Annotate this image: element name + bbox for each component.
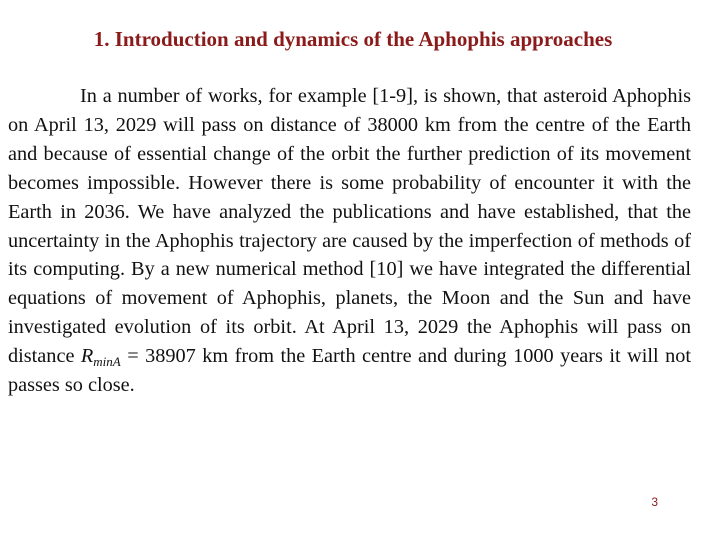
paragraph-text-before: In a number of works, for example [1-9], is shown, that asteroid Aphophis on April 13, 2029 will pass on distance of 38000 km from the centre of the Earth and because of essential change of the orbit the further prediction of its movement becomes impossible. However there is some probability of encounter it with the Earth in 2036. We have analyzed the publications and have established, that the uncertainty in the Aphophis trajectory are caused by the imperfection of methods of its computing. By a new numerical method [10] we have integrated the differential equations of movement of Aphophis, planets, the Moon and the Sun and have investigated evolution of its orbit. At April 13, 2029 the Aphophis will pass on distance (8, 85, 691, 368)
distance-symbol-subscript: minA (93, 354, 121, 370)
slide-title: 1. Introduction and dynamics of the Aphophis approaches (93, 27, 613, 51)
distance-symbol: R (80, 345, 94, 368)
paragraph-text-after: = 38907 km from the Earth centre and during 1000 years it will not passes so close. (8, 345, 691, 397)
page-number: 3 (651, 495, 658, 509)
body-paragraph (8, 82, 691, 400)
